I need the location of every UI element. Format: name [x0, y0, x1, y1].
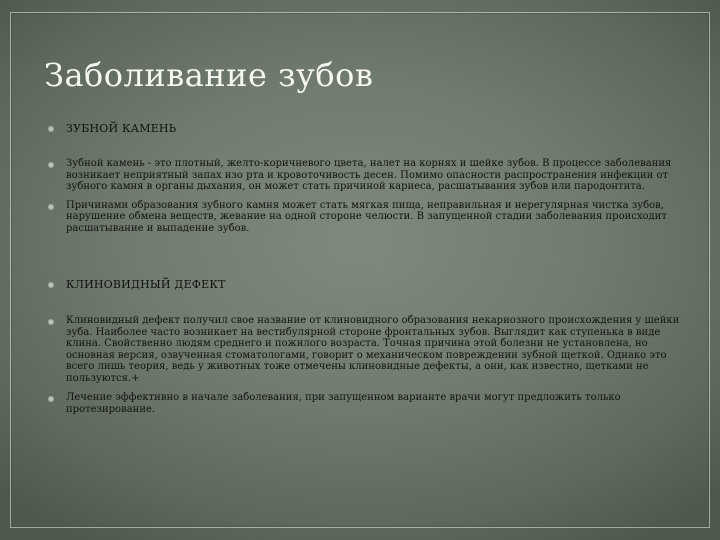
list-item-heading-tartar	[48, 122, 684, 136]
paragraph-tartar-causes: Причинами образования зубного камня может стать мягкая пища, неправильная и нерегулярная чистка зубов, нарушение обмена веществ, жевание на одной стороне челюсти. В запущенной стадии заболевания происходит расшатывание и выпадение зубов.	[66, 199, 667, 234]
list-item-heading-wedge-defect	[48, 278, 684, 292]
heading-wedge-defect: КЛИНОВИДНЫЙ ДЕФЕКТ	[66, 278, 226, 291]
bullet-icon	[48, 319, 54, 325]
bullet-icon	[48, 126, 54, 132]
list-item-wedge-defect-description	[48, 315, 684, 384]
paragraph-wedge-defect-treatment: Лечение эффективно в начале заболевания, при запущенном варианте врачи могут предложить только протезирование.	[66, 392, 621, 415]
bullet-icon	[48, 282, 54, 288]
paragraph-tartar-description: Зубной камень - это плотный, желто-коричневого цвета, налет на корнях и шейке зубов. В процессе заболевания возникает неприятный запах изо рта и кровоточивость десен. Помимо опасности распространения инфекции от зубного камня в органы дыхания, он может стать причиной кариеса, расшатывания зубов или пародонтита.	[66, 158, 672, 192]
bullet-icon	[48, 396, 54, 402]
heading-tartar: ЗУБНОЙ КАМЕНЬ	[66, 122, 177, 135]
paragraph-wedge-defect-description: Клиновидный дефект получил свое название от клиновидного образования некариозного происхождения у шейки зуба. Наиболее часто возникает на вестибулярной стороне фронтальных зубов. Выглядит как ступенька в виде клина. Свойственно людям среднего и пожилого возраста. Точная причина этой болезни не установлена, но основная версия, озвученная стоматологами, говорит о механическом повреждении зубной щеткой. Однако это всего лишь теория, ведь у животных тоже отмечены клиновидные дефекты, а они, как известно, щетками не пользуются.+	[66, 315, 680, 384]
list-item-tartar-causes	[48, 200, 684, 235]
list-item-tartar-description	[48, 158, 684, 193]
bullet-icon	[48, 162, 54, 168]
list-item-wedge-defect-treatment	[48, 392, 684, 415]
bullet-icon	[48, 204, 54, 210]
slide-content	[48, 122, 684, 415]
slide-title: Заболивание зубов	[44, 56, 374, 94]
